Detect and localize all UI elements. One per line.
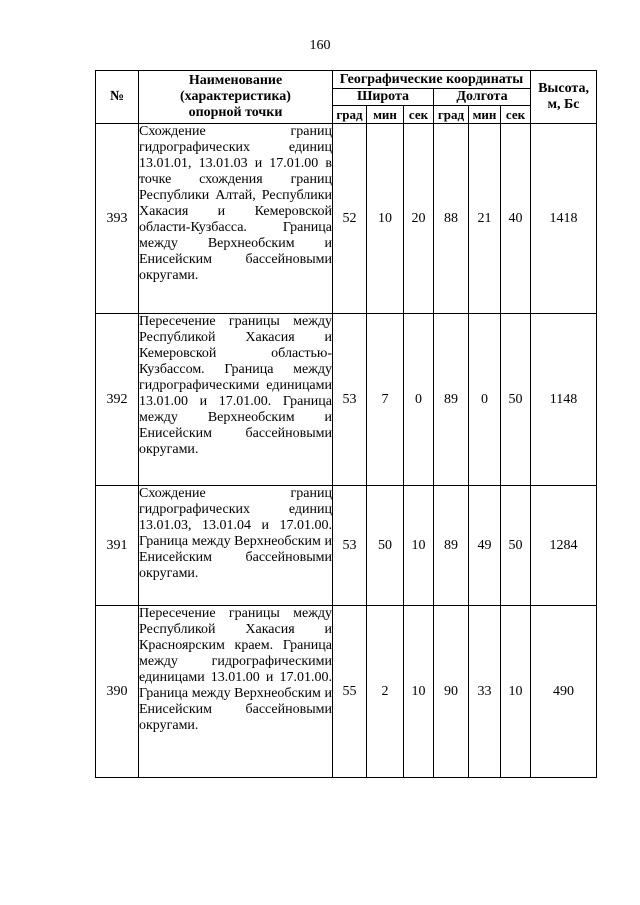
height-value: 1284: [531, 486, 597, 606]
lon-deg: 90: [434, 606, 469, 778]
height-value: 1418: [531, 124, 597, 314]
header-lat-sec: сек: [404, 106, 434, 124]
lat-sec: 10: [404, 486, 434, 606]
lon-sec: 50: [501, 314, 531, 486]
point-description: Схождение границ гидрографических единиц 13.01.01, 13.01.03 и 17.01.00 в точке схождения границ Республики Алтай, Республики Хакасия и Кемеровской области-Кузбасса. Граница между Верхнеобским и Енисейским бассейновыми округами.: [139, 124, 333, 314]
lat-sec: 10: [404, 606, 434, 778]
table-row: [96, 486, 597, 606]
table-row: [96, 606, 597, 778]
lat-min: 10: [367, 124, 404, 314]
header-coordinates: Географические координаты: [333, 71, 531, 89]
lon-min: 49: [469, 486, 501, 606]
lat-min: 2: [367, 606, 404, 778]
header-name-line-1: Наименование: [188, 73, 283, 88]
header-lat-min: мин: [367, 106, 404, 124]
lon-min: 33: [469, 606, 501, 778]
header-longitude: Долгота: [434, 89, 531, 106]
lat-deg: 55: [333, 606, 367, 778]
header-number: №: [96, 71, 139, 124]
lat-deg: 52: [333, 124, 367, 314]
lon-deg: 88: [434, 124, 469, 314]
header-height-line-1: Высота,: [538, 81, 589, 96]
header-height-line-2: м, Бс: [547, 97, 580, 112]
height-value: 490: [531, 606, 597, 778]
lat-sec: 20: [404, 124, 434, 314]
lat-deg: 53: [333, 486, 367, 606]
point-description: Пересечение границы между Республикой Хакасия и Кемеровской областью-Кузбассом. Граница между гидрографическими единицами 13.01.00 и 17.01.00. Граница между Верхнеобским и Енисейским бассейновыми округами.: [139, 314, 333, 486]
lon-deg: 89: [434, 314, 469, 486]
header-name: [139, 71, 333, 124]
header-name-line-2: (характеристика): [180, 89, 291, 104]
point-number: 391: [96, 486, 139, 606]
header-lat-deg: град: [333, 106, 367, 124]
lon-min: 21: [469, 124, 501, 314]
header-lon-min: мин: [469, 106, 501, 124]
lat-min: 50: [367, 486, 404, 606]
header-height: [531, 71, 597, 124]
point-number: 390: [96, 606, 139, 778]
lon-sec: 50: [501, 486, 531, 606]
table-row: [96, 314, 597, 486]
point-number: 393: [96, 124, 139, 314]
lon-min: 0: [469, 314, 501, 486]
header-lon-deg: град: [434, 106, 469, 124]
header-latitude: Широта: [333, 89, 434, 106]
point-number: 392: [96, 314, 139, 486]
lat-min: 7: [367, 314, 404, 486]
header-name-line-3: опорной точки: [188, 105, 283, 120]
header-lon-sec: сек: [501, 106, 531, 124]
page-number: 160: [309, 38, 331, 53]
lat-deg: 53: [333, 314, 367, 486]
point-description: Схождение границ гидрографических единиц 13.01.03, 13.01.04 и 17.01.00. Граница между Верхнеобским и Енисейским бассейновыми округами.: [139, 486, 333, 606]
lat-sec: 0: [404, 314, 434, 486]
lon-sec: 10: [501, 606, 531, 778]
lon-deg: 89: [434, 486, 469, 606]
table-row: [96, 124, 597, 314]
point-description: Пересечение границы между Республикой Хакасия и Красноярским краем. Граница между гидрографическими единицами 13.01.00 и 17.01.00. Граница между Верхнеобским и Енисейским бассейновыми округами.: [139, 606, 333, 778]
lon-sec: 40: [501, 124, 531, 314]
height-value: 1148: [531, 314, 597, 486]
reference-points-table: [95, 70, 597, 778]
